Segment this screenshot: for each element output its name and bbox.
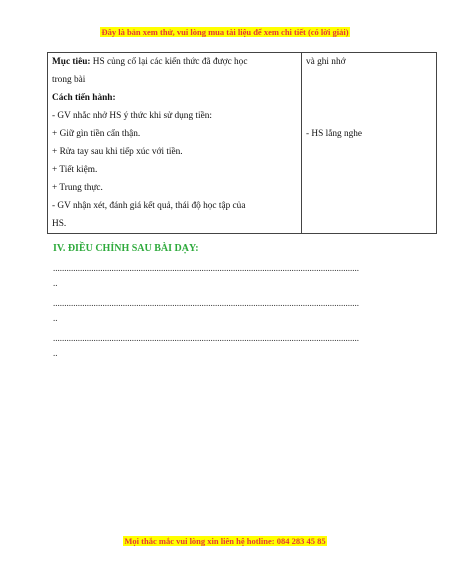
dotted-line: ........................................................................................................................................ bbox=[53, 263, 359, 273]
hotline-banner bbox=[0, 536, 450, 546]
objective-continued: trong bài bbox=[52, 75, 86, 85]
procedure-step: - GV nhận xét, đánh giá kết quả, thái độ học tập của bbox=[52, 201, 246, 211]
procedure-step: HS. bbox=[52, 219, 67, 229]
activity-cell bbox=[48, 53, 302, 234]
lesson-table bbox=[47, 52, 437, 234]
objective-label: Mục tiêu: bbox=[52, 57, 91, 67]
student-listen: - HS lắng nghe bbox=[306, 129, 363, 139]
dotted-line: ........................................................................................................................................ bbox=[53, 298, 359, 308]
dotted-line-tail: .. bbox=[53, 348, 58, 358]
dotted-line: ........................................................................................................................................ bbox=[53, 333, 359, 343]
student-activity-cell bbox=[302, 53, 437, 234]
preview-notice-banner bbox=[0, 27, 450, 37]
student-note: và ghi nhớ bbox=[306, 57, 346, 67]
objective-line bbox=[52, 53, 297, 71]
procedure-step: - GV nhắc nhở HS ý thức khi sử dụng tiền: bbox=[52, 111, 212, 121]
hotline-text: Mọi thắc mắc vui lòng xin liên hệ hotline: 084 283 45 85 bbox=[124, 536, 326, 546]
dotted-line-tail: .. bbox=[53, 313, 58, 323]
procedure-step: + Giữ gìn tiền cẩn thận. bbox=[52, 129, 141, 139]
procedure-step: + Trung thực. bbox=[52, 183, 103, 193]
procedure-step: + Tiết kiệm. bbox=[52, 165, 98, 175]
preview-notice-text: Đây là bản xem thử, vui lòng mua tài liệu để xem chi tiết (có lời giải) bbox=[101, 27, 349, 37]
procedure-step: + Rửa tay sau khi tiếp xúc với tiền. bbox=[52, 147, 183, 157]
table-row bbox=[48, 53, 437, 234]
section-title: IV. ĐIỀU CHỈNH SAU BÀI DẠY: bbox=[53, 243, 199, 254]
procedure-label: Cách tiến hành: bbox=[52, 93, 116, 103]
dotted-line-tail: .. bbox=[53, 278, 58, 288]
objective-text: HS củng cố lại các kiến thức đã được học bbox=[90, 57, 248, 67]
